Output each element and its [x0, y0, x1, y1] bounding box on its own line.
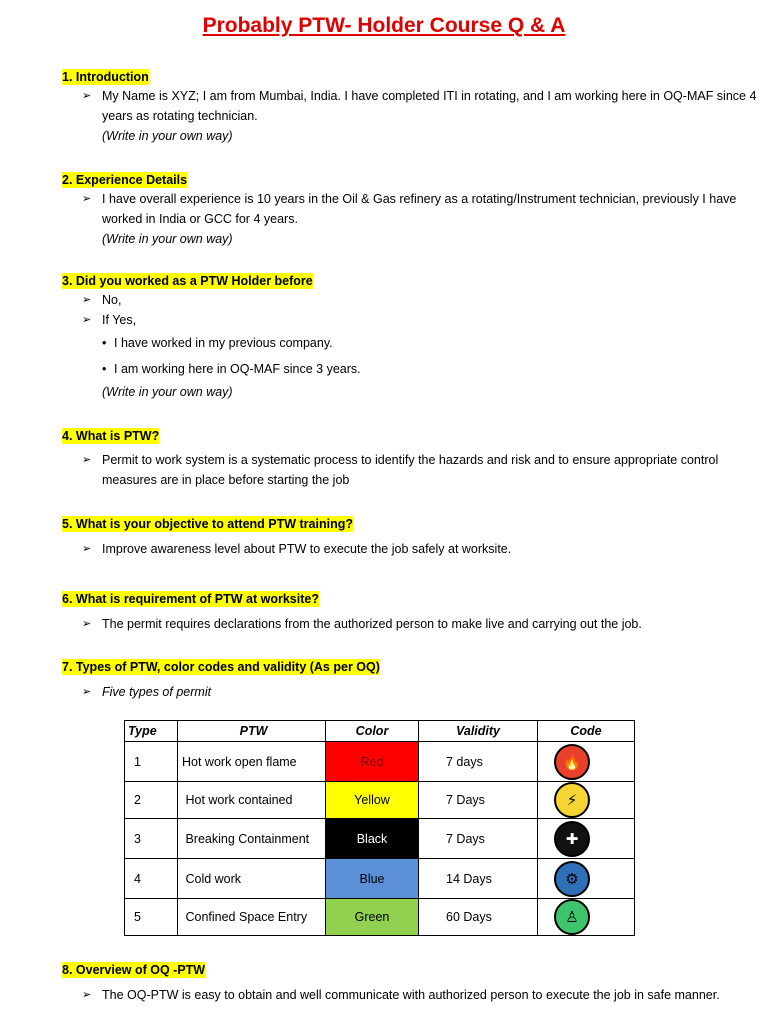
- bullet-item: ➢ No,: [62, 290, 762, 310]
- bullet-item: ➢ I have overall experience is 10 years in the Oil & Gas refinery as a rotating/Instrument technician, previously I have: [62, 189, 762, 209]
- dot-bullet-icon: •: [102, 336, 107, 350]
- page-title: Probably PTW- Holder Course Q & A: [202, 14, 566, 37]
- table-row: [125, 859, 635, 899]
- section-heading: 8. Overview of OQ -PTW: [62, 963, 206, 977]
- person-icon: ♙: [554, 899, 590, 935]
- cell-code: [538, 859, 635, 899]
- bullet-item: ➢ If Yes,: [62, 310, 762, 330]
- valve-icon: ✚: [554, 821, 590, 857]
- note: (Write in your own way): [102, 129, 233, 143]
- section-heading: 4. What is PTW?: [62, 429, 160, 443]
- note: (Write in your own way): [102, 385, 233, 399]
- cell-type: 1: [125, 742, 178, 782]
- cell-ptw: Breaking Containment: [178, 819, 326, 859]
- cell-validity: 7 Days: [419, 819, 538, 859]
- section-heading: 7. Types of PTW, color codes and validity (As per OQ): [62, 660, 380, 674]
- cell-ptw: Hot work contained: [178, 782, 326, 819]
- section-heading: 3. Did you worked as a PTW Holder before: [62, 274, 313, 288]
- cell-ptw: Cold work: [178, 859, 326, 899]
- section-objective: [62, 517, 762, 559]
- header-color: Color: [326, 721, 419, 742]
- header-validity: Validity: [419, 721, 538, 742]
- header-type: Type: [125, 721, 178, 742]
- section-heading: 1. Introduction: [62, 70, 149, 84]
- section-what-is-ptw: [62, 429, 762, 490]
- cell-validity: 7 days: [419, 742, 538, 782]
- header-code: Code: [538, 721, 635, 742]
- ptw-types-table: [124, 720, 635, 936]
- section-overview: [62, 963, 762, 1005]
- section-ptw-holder: [62, 274, 762, 402]
- bullet-continuation: worked in India or GCC for 4 years.: [102, 212, 298, 226]
- cell-color: Black: [326, 819, 419, 859]
- table-row: [125, 782, 635, 819]
- dot-bullet-icon: •: [102, 362, 107, 376]
- bullet-item: ➢ Five types of permit: [62, 682, 762, 702]
- cell-code: [538, 819, 635, 859]
- cell-type: 4: [125, 859, 178, 899]
- dot-item: • I have worked in my previous company.: [62, 330, 762, 356]
- arrow-bullet-icon: ➢: [82, 294, 92, 306]
- cell-code: [538, 742, 635, 782]
- cell-color: Blue: [326, 859, 419, 899]
- arrow-bullet-icon: ➢: [82, 618, 92, 630]
- bullet-item: ➢ The permit requires declarations from the authorized person to make live and carrying out the job.: [62, 614, 762, 634]
- cell-code: [538, 782, 635, 819]
- bullet-item: ➢ My Name is XYZ; I am from Mumbai, India. I have completed ITI in rotating, and I am working here in OQ-MAF since 4: [62, 86, 762, 106]
- cell-type: 2: [125, 782, 178, 819]
- section-requirement: [62, 592, 762, 634]
- cell-type: 5: [125, 899, 178, 936]
- section-experience: [62, 173, 762, 249]
- section-heading: 5. What is your objective to attend PTW training?: [62, 517, 353, 531]
- arrow-bullet-icon: ➢: [82, 989, 92, 1001]
- arrow-bullet-icon: ➢: [82, 193, 92, 205]
- cell-ptw: Hot work open flame: [178, 742, 326, 782]
- section-heading: 2. Experience Details: [62, 173, 188, 187]
- flame-icon: 🔥: [554, 744, 590, 780]
- section-introduction: [62, 70, 762, 146]
- table-row: [125, 819, 635, 859]
- cell-color: Green: [326, 899, 419, 936]
- cell-validity: 60 Days: [419, 899, 538, 936]
- dot-item: • I am working here in OQ-MAF since 3 years.: [62, 356, 762, 382]
- bullet-item: ➢ The OQ-PTW is easy to obtain and well communicate with authorized person to execute the job in safe manner.: [62, 985, 762, 1005]
- cell-type: 3: [125, 819, 178, 859]
- cell-validity: 7 Days: [419, 782, 538, 819]
- cell-color: Yellow: [326, 782, 419, 819]
- gear-icon: ⚙: [554, 861, 590, 897]
- bullet-continuation: measures are in place before starting the job: [102, 473, 350, 487]
- cell-code: [538, 899, 635, 936]
- arrow-bullet-icon: ➢: [82, 543, 92, 555]
- arrow-bullet-icon: ➢: [82, 454, 92, 466]
- table-header-row: [125, 721, 635, 742]
- bullet-item: ➢ Improve awareness level about PTW to execute the job safely at worksite.: [62, 539, 762, 559]
- section-heading: 6. What is requirement of PTW at worksite?: [62, 592, 319, 606]
- note: (Write in your own way): [102, 232, 233, 246]
- header-ptw: PTW: [178, 721, 326, 742]
- table-row: [125, 742, 635, 782]
- cell-ptw: Confined Space Entry: [178, 899, 326, 936]
- cell-color: Red: [326, 742, 419, 782]
- cell-validity: 14 Days: [419, 859, 538, 899]
- arrow-bullet-icon: ➢: [82, 314, 92, 326]
- bullet-item: ➢ Permit to work system is a systematic process to identify the hazards and risk and to ensure appropriate control: [62, 450, 762, 470]
- arrow-bullet-icon: ➢: [82, 90, 92, 102]
- table-row: [125, 899, 635, 936]
- spark-icon: ⚡: [554, 782, 590, 818]
- bullet-continuation: years as rotating technician.: [102, 109, 258, 123]
- arrow-bullet-icon: ➢: [82, 686, 92, 698]
- section-types: [62, 660, 762, 702]
